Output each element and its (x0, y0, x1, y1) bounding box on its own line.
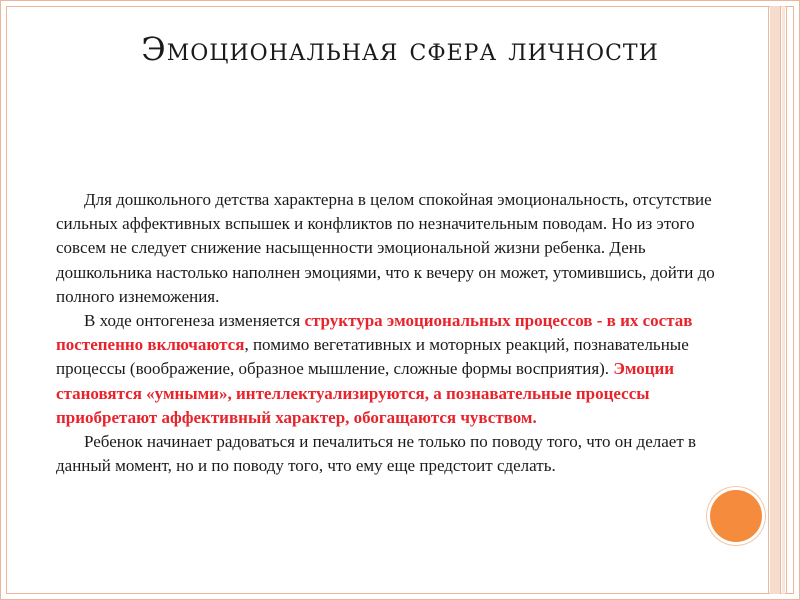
side-stripe-narrow (782, 6, 785, 594)
paragraph-text: Ребенок начинает радоваться и печалиться не только по поводу того, что он делает в данный момент, но и по поводу того, что ему еще предстоит сделать. (56, 432, 697, 476)
side-stripe-line (786, 6, 787, 594)
side-stripe-line (768, 6, 769, 594)
paragraph-text: В ходе онтогенеза изменяется (84, 311, 305, 331)
paragraph-text: Для дошкольного детства характерна в целом спокойная эмоциональность, отсутствие сильных аффективных вспышек и конфликтов по незначительным поводам. Но из этого совсем не следует снижение насыщенности эмоциональной жизни ребенка. День дошкольника настолько наполнен эмоциями, что к вечеру он может, утомившись, дойти до полного изнеможения. (56, 190, 715, 306)
body-paragraph (56, 309, 736, 430)
side-stripe-wide (770, 6, 780, 594)
decorative-orange-circle (710, 490, 762, 542)
paragraph-text: , помимо вегетативных и моторных реакций, познавательные процессы (воображение, образное мышление, сложные формы восприятия). (56, 335, 689, 379)
slide-body (56, 188, 736, 478)
body-paragraph (56, 188, 736, 309)
highlighted-text: структура эмоциональных процессов - в их состав постепенно включаются (56, 311, 693, 355)
side-stripe-line (780, 6, 781, 594)
slide-title: Эмоциональная сфера личности (141, 30, 659, 68)
body-paragraph (56, 430, 736, 478)
highlighted-text: Эмоции становятся «умными», интеллектуализируются, а познавательные процессы приобретают аффективный характер, обогащаются чувством. (56, 359, 675, 427)
